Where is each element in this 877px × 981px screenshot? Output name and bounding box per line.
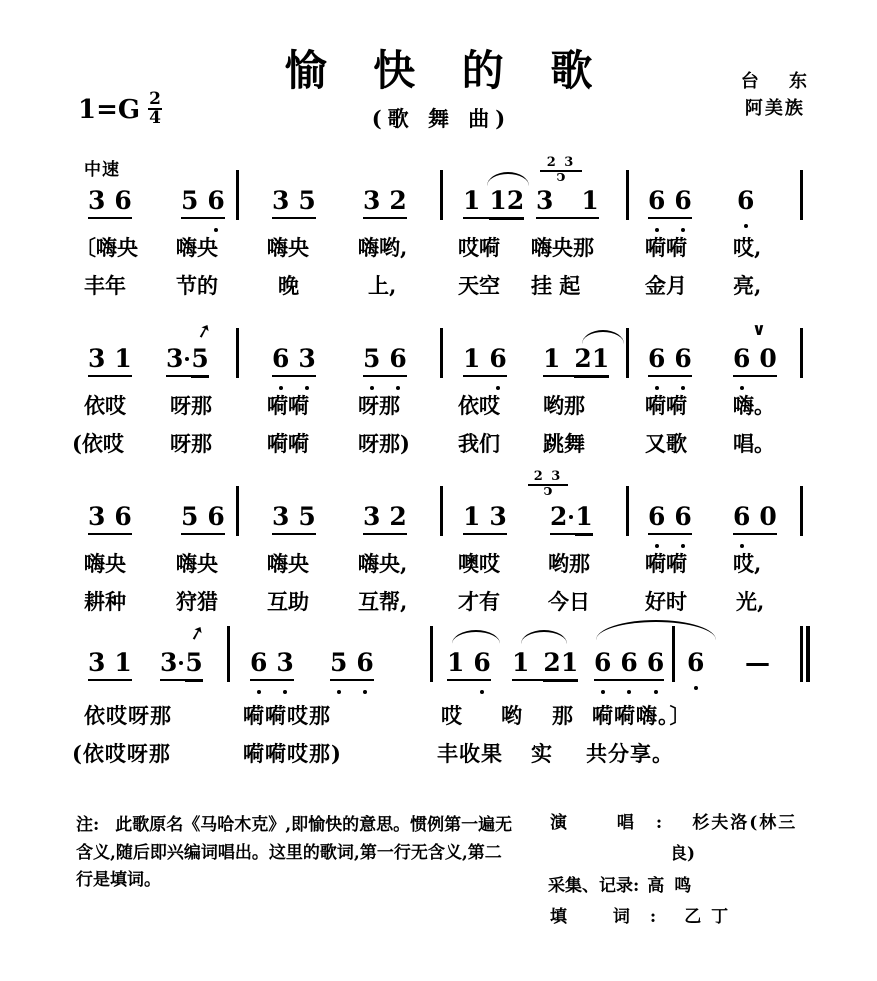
- note-group: 6 3: [272, 344, 316, 377]
- ornament-grace-notes: 2 3 ↄ: [540, 156, 582, 184]
- lyric-syllable: 嗨央: [176, 551, 218, 576]
- lyric-syllable: 呀那: [170, 431, 212, 456]
- lyric-syllable: 嗬嗬: [645, 235, 687, 260]
- lyric-syllable: 唱。: [733, 431, 775, 456]
- slur: [521, 630, 567, 644]
- lyric-syllable: 丰收果: [437, 741, 503, 766]
- note-group: 3 5: [272, 186, 316, 219]
- lyric-syllable: 嗬嗬: [645, 551, 687, 576]
- lyric-syllable: 嗨央: [176, 235, 218, 260]
- lyric-syllable: 今日: [548, 589, 590, 614]
- barline: [800, 328, 803, 378]
- lyric-syllable: 我们: [458, 431, 500, 456]
- barline: [236, 328, 239, 378]
- lyric-syllable: 哎嗬: [458, 235, 500, 260]
- time-signature-denominator: 4: [149, 108, 161, 129]
- note-group: 3 1: [536, 186, 599, 219]
- page-subtitle: (歌 舞 曲): [371, 106, 512, 131]
- lyric-syllable: 哎,: [733, 551, 762, 576]
- credit-performer: [548, 808, 858, 839]
- lyric-syllable: 哎: [441, 703, 462, 728]
- lyric-syllable: 亮,: [733, 273, 762, 298]
- note-group: 1 12: [463, 186, 524, 219]
- ornament-grace-notes: 2 3 ↄ: [528, 470, 568, 498]
- note-row-3: [0, 469, 877, 548]
- lyric-syllable: 哟: [501, 703, 522, 728]
- music-system-2: [0, 318, 877, 466]
- note-group: 3 6: [88, 186, 132, 219]
- lyric-syllable: 丰年: [84, 273, 126, 298]
- credit-lyricist-label: 填 词:: [550, 907, 677, 928]
- slur: [487, 172, 529, 186]
- source-credit: [729, 68, 819, 122]
- lyric-syllable: 嗬嗬: [267, 431, 309, 456]
- final-barline: [800, 626, 810, 682]
- note-group: 3 2: [363, 186, 407, 219]
- music-system-3: [0, 469, 877, 624]
- note-group: 6 6 6: [594, 648, 664, 681]
- lyric-syllable: 哎,: [733, 235, 762, 260]
- lyric-syllable: 嗨央: [267, 551, 309, 576]
- note-group: 6 6: [648, 344, 692, 377]
- credit-lyricist-value: 乙 丁: [684, 907, 731, 928]
- note-group: 5 6: [181, 502, 225, 535]
- note-group: 6: [687, 648, 705, 677]
- lyric-syllable: 又歌: [645, 431, 687, 456]
- lyric-syllable: 嗬嗬哎那: [243, 703, 331, 728]
- note-group: 6: [737, 186, 755, 215]
- barline: [440, 170, 443, 220]
- note-group: 1 6: [447, 648, 491, 681]
- lyric-syllable: 噢哎: [458, 551, 500, 576]
- note-group: 5 6: [181, 186, 225, 219]
- note-group: 1 6: [463, 344, 507, 377]
- credits-block: [548, 808, 858, 934]
- barline: [440, 328, 443, 378]
- lyric-syllable: 狩猎: [176, 589, 218, 614]
- note-sustain: —: [745, 648, 770, 677]
- note-row-2: [0, 318, 877, 390]
- barline: [236, 486, 239, 536]
- lyric-syllable: 晚: [278, 273, 299, 298]
- lyric-row-2-verse-1: [0, 390, 877, 428]
- tempo-marking: 中速: [84, 160, 120, 180]
- key-label: 1=G: [78, 95, 141, 126]
- lyric-syllable: 好时: [645, 589, 687, 614]
- slur: [452, 630, 500, 644]
- note-group: 5 6: [363, 344, 407, 377]
- credit-performer-value: 杉夫洛(林三: [692, 813, 798, 833]
- footnote-label: 注:: [76, 815, 100, 835]
- credit-collector-label: 采集、记录:: [548, 875, 640, 896]
- note-group: 3 1: [88, 648, 132, 681]
- glissando-icon: ➚: [186, 620, 208, 646]
- lyric-syllable: 嗨央: [84, 551, 126, 576]
- lyric-syllable: 依哎: [84, 393, 126, 418]
- lyric-syllable: 节的: [176, 273, 218, 298]
- credit-performer-cont: 良): [670, 844, 696, 865]
- key-signature: [78, 89, 162, 129]
- lyric-syllable: 嗨。: [733, 393, 775, 418]
- note-group: 1 3: [463, 502, 507, 535]
- lyric-row-1-verse-2: [0, 270, 877, 308]
- page-title: 愉 快 的 歌: [284, 46, 609, 95]
- lyric-syllable: 跳舞: [543, 431, 585, 456]
- credit-performer-label: 演 唱:: [550, 813, 685, 833]
- lyric-syllable: (依哎: [72, 431, 124, 456]
- lyric-syllable: 〔嗨央: [75, 235, 138, 260]
- lyric-syllable: 共分享。: [586, 741, 674, 766]
- lyric-row-4-verse-2: [0, 738, 877, 776]
- music-system-4: [0, 620, 877, 776]
- credit-lyricist: [548, 902, 858, 933]
- note-row-4: [0, 620, 877, 700]
- barline: [626, 486, 629, 536]
- lyric-row-4-verse-1: [0, 700, 877, 738]
- lyric-syllable: 哟那: [548, 551, 590, 576]
- barline: [626, 170, 629, 220]
- lyric-syllable: 互帮,: [358, 589, 408, 614]
- lyric-syllable: 嗬嗬哎那): [243, 741, 342, 766]
- lyric-row-3-verse-2: [0, 586, 877, 624]
- footnote-block: [76, 812, 516, 895]
- barline: [227, 626, 230, 682]
- lyric-syllable: 呀那): [358, 431, 410, 456]
- note-group: 6 0: [733, 344, 777, 377]
- glissando-icon: ➚: [193, 318, 215, 344]
- lyric-syllable: 嗨央,: [358, 551, 408, 576]
- lyric-row-1-verse-1: [0, 232, 877, 270]
- barline: [440, 486, 443, 536]
- note-group: 3 6: [88, 502, 132, 535]
- barline: [430, 626, 433, 682]
- source-ethnicity: 阿美族: [744, 98, 805, 119]
- lyric-syllable: 呀那: [358, 393, 400, 418]
- note-group: 2 1: [550, 502, 593, 535]
- credit-collector-value: 高 鸣: [647, 875, 694, 896]
- footnote-text: 此歌原名《马哈木克》,即愉快的意思。惯例第一遍无含义,随后即兴编词唱出。这里的歌词,第一行无含义,第二行是填词。: [76, 815, 513, 891]
- note-group: 6 0: [733, 502, 777, 535]
- lyric-syllable: 嗬嗬: [645, 393, 687, 418]
- lyric-syllable: (依哎呀那: [72, 741, 171, 766]
- barline: [800, 170, 803, 220]
- lyric-syllable: 互助: [267, 589, 309, 614]
- note-group: 1 21: [512, 648, 578, 681]
- note-group: 3 5: [272, 502, 316, 535]
- breath-mark: ∨: [752, 320, 766, 340]
- slur: [582, 330, 624, 344]
- note-group: 1 21: [543, 344, 609, 377]
- lyric-syllable: 依哎呀那: [84, 703, 172, 728]
- lyric-syllable: 光,: [736, 589, 765, 614]
- lyric-syllable: 哟那: [543, 393, 585, 418]
- barline: [626, 328, 629, 378]
- lyric-syllable: 嗬嗬嗨。〕: [592, 703, 692, 728]
- note-group: 3 1: [88, 344, 132, 377]
- lyric-row-2-verse-2: [0, 428, 877, 466]
- lyric-syllable: 耕种: [84, 589, 126, 614]
- lyric-syllable: 呀那: [170, 393, 212, 418]
- lyric-syllable: 才有: [458, 589, 500, 614]
- lyric-syllable: 嗨央: [267, 235, 309, 260]
- note-group: 3 5: [160, 648, 203, 681]
- lyric-syllable: 嗨央那: [531, 235, 594, 260]
- lyric-syllable: 上,: [368, 273, 397, 298]
- note-group: 3 5: [166, 344, 209, 377]
- time-signature-numerator: 2: [149, 89, 161, 109]
- lyric-syllable: 依哎: [458, 393, 500, 418]
- note-group: 6 3: [250, 648, 294, 681]
- lyric-syllable: 嗨哟,: [358, 235, 408, 260]
- lyric-syllable: 天空: [458, 273, 500, 298]
- credit-collector: [548, 871, 858, 902]
- time-signature: [148, 91, 162, 128]
- lyric-syllable: 挂 起: [531, 273, 581, 298]
- barline: [800, 486, 803, 536]
- lyric-syllable: 实: [531, 741, 552, 766]
- barline: [236, 170, 239, 220]
- source-region: 台 东: [740, 71, 819, 92]
- lyric-syllable: 那: [552, 703, 573, 728]
- note-group: 3 2: [363, 502, 407, 535]
- lyric-syllable: 嗬嗬: [267, 393, 309, 418]
- note-group: 6 6: [648, 502, 692, 535]
- lyric-syllable: 金月: [645, 273, 687, 298]
- note-group: 5 6: [330, 648, 374, 681]
- note-group: 6 6: [648, 186, 692, 219]
- lyric-row-3-verse-1: [0, 548, 877, 586]
